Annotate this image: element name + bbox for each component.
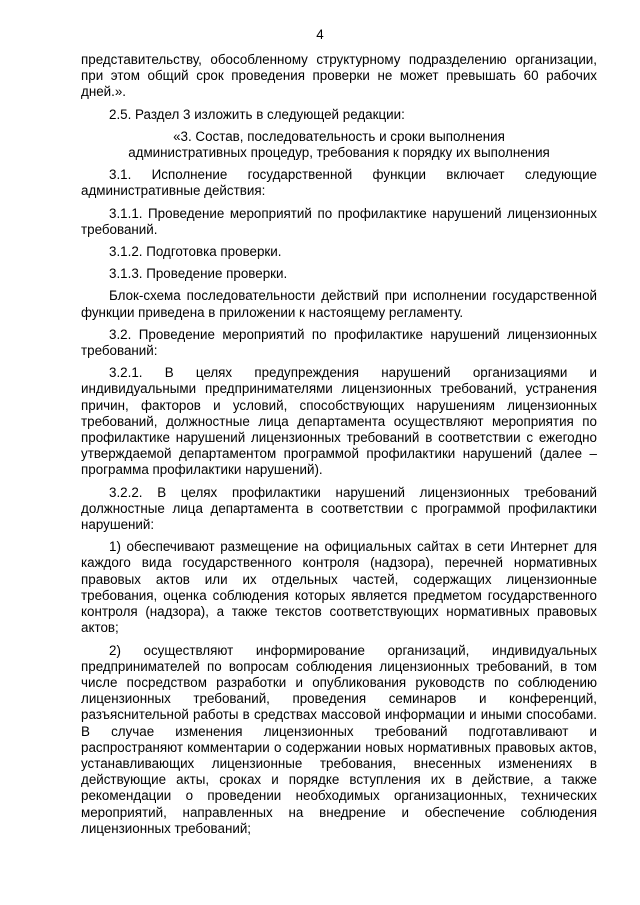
paragraph-block-scheme: Блок-схема последовательности действий при исполнении государственной функции приведена в приложении к настоящему регламенту. [81, 288, 597, 320]
paragraph-2-5: 2.5. Раздел 3 изложить в следующей редакции: [109, 106, 405, 122]
paragraph-3-1-1: 3.1.1. Проведение мероприятий по профилактике нарушений лицензионных требований. [81, 205, 597, 237]
paragraph-continuation: представительству, обособленному структурному подразделению организации, при этом общий срок проведения проверки не может превышать 60 рабочих дней.». [81, 52, 597, 100]
paragraph-3-1: 3.1. Исполнение государственной функции включает следующие административные действия: [81, 167, 597, 199]
paragraph-3-2-2: 3.2.2. В целях профилактики нарушений лицензионных требований должностные лица департамента в соответствии с программой профилактики нарушений: [81, 484, 597, 533]
section-heading-line-1: «3. Состав, последовательность и сроки выполнения [173, 128, 505, 144]
paragraph-3-1-2: 3.1.2. Подготовка проверки. [109, 244, 282, 260]
paragraph-item-1: 1) обеспечивают размещение на официальных сайтах в сети Интернет для каждого вида государственного контроля (надзора), перечней нормативных правовых актов или их отдельных частей, содержащих лицензионные требования, оценка соблюдения которых является предметом государственного контроля (надзора), а также текстов соответствующих нормативных правовых актов; [81, 539, 597, 636]
paragraph-3-2-1: 3.2.1. В целях предупреждения нарушений организациями и индивидуальными предпринимателями лицензионных требований, устранения причин, факторов и условий, способствующих нарушениям лицензионных требований, должностные лица департамента осуществляют мероприятия по профилактике нарушений лицензионных требований в соответствии с ежегодно утверждаемой департаментом программой профилактики нарушений (далее – программа профилактики нарушений). [81, 365, 597, 478]
paragraph-item-2: 2) осуществляют информирование организаций, индивидуальных предпринимателей по вопросам соблюдения лицензионных требований, в том числе посредством разработки и опубликования руководств по соблюдению лицензионных требований, проведения семинаров и конференций, разъяснительной работы в средствах массовой информации и иными способами. В случае изменения лицензионных требований подготавливают и распространяют комментарии о содержании новых нормативных правовых актов, устанавливающих лицензионные требования, внесенных изменениях в действующие акты, сроках и порядке вступления их в действие, а также рекомендации о проведении необходимых организационных, технических мероприятий, направленных на внедрение и обеспечение соблюдения лицензионных требований; [81, 642, 597, 836]
section-heading-line-2: административных процедур, требования к порядку их выполнения [128, 145, 550, 161]
section-heading [81, 129, 597, 161]
page-number: 4 [316, 27, 324, 42]
paragraph-3-1-3: 3.1.3. Проведение проверки. [109, 266, 288, 282]
paragraph-3-2: 3.2. Проведение мероприятий по профилактике нарушений лицензионных требований: [81, 326, 597, 359]
document-body [81, 52, 597, 837]
